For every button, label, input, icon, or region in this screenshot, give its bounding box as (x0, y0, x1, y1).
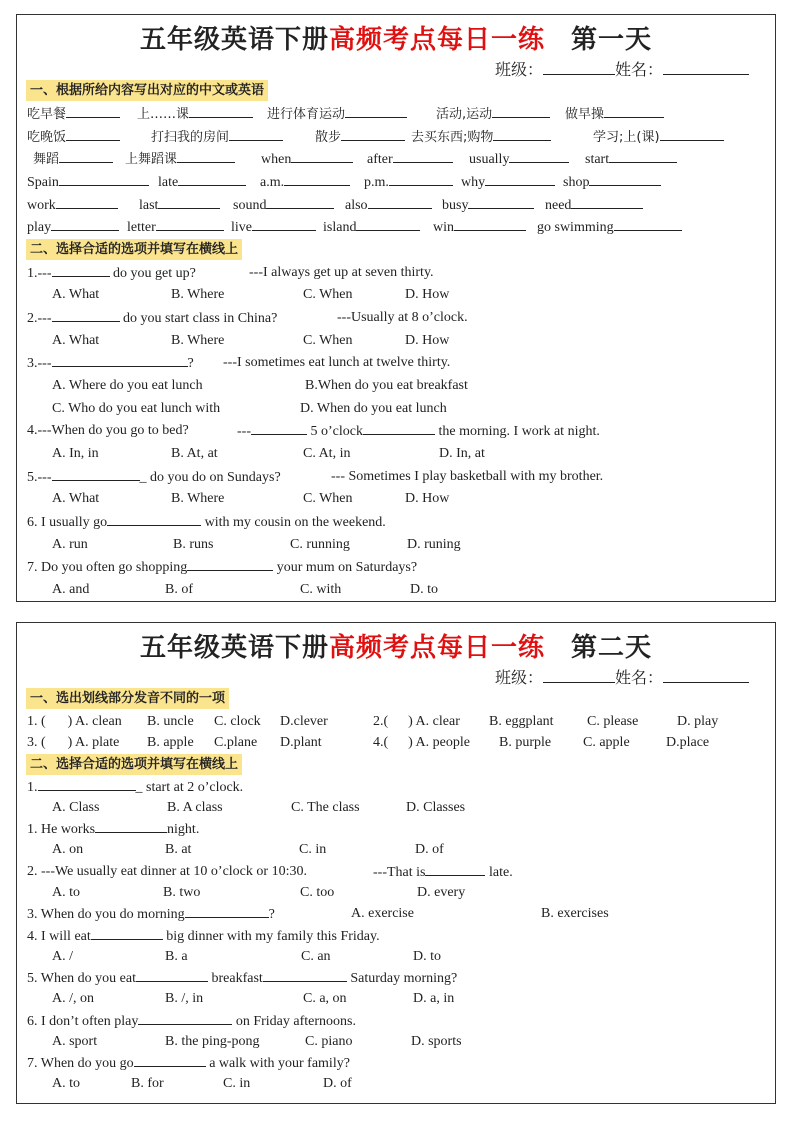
options-row (27, 398, 769, 419)
options-row (27, 797, 769, 818)
answer-blank[interactable] (177, 148, 235, 163)
class-name-line (495, 665, 749, 688)
option: C.plane (214, 735, 258, 750)
options-row (27, 988, 769, 1009)
question-text: 1. He works night. (27, 818, 199, 840)
class-blank[interactable] (543, 668, 615, 683)
vocab-item: 吃早餐 (27, 103, 120, 125)
answer-blank[interactable] (95, 818, 167, 833)
answer-blank[interactable] (178, 171, 246, 186)
vocab-item: start (585, 148, 677, 170)
title-highlight: 高频考点每日一练 (328, 633, 545, 663)
vocab-item: last (139, 194, 220, 216)
answer-blank[interactable] (468, 194, 534, 209)
option: B. uncle (147, 714, 194, 729)
option[interactable]: B. for (131, 1076, 164, 1091)
phonics-item: 1. ( ) A. clean (27, 714, 122, 729)
vocab-item: p.m. (364, 171, 453, 193)
option[interactable]: C. When (303, 333, 353, 348)
option[interactable]: B. of (165, 582, 193, 597)
vocab-row (27, 216, 769, 237)
option[interactable]: D. runing (407, 537, 461, 552)
answer-blank[interactable] (38, 776, 136, 791)
answer-blank[interactable] (571, 194, 643, 209)
worksheet-day-1 (16, 14, 776, 602)
question (27, 1010, 769, 1031)
phonics-item: 4.( ) A. people (373, 735, 470, 750)
option[interactable]: B. at (165, 842, 192, 857)
answer-blank[interactable] (492, 103, 550, 118)
answer-blank[interactable] (263, 967, 347, 982)
vocab-item: go swimming (537, 216, 682, 238)
section-heading: 二、选择合适的选项并填写在横线上 (26, 754, 242, 775)
answer-blank[interactable] (609, 148, 677, 163)
option[interactable]: C. When (303, 491, 353, 506)
option[interactable]: C. in (223, 1076, 251, 1091)
class-name-line (495, 57, 749, 80)
vocab-item: also (345, 194, 432, 216)
option[interactable]: A. What (52, 333, 100, 348)
answer-text: --- Sometimes I play basketball with my brother. (331, 469, 604, 484)
options-row (27, 375, 769, 396)
vocab-item: 打扫我的房间 (151, 126, 283, 148)
question (27, 903, 769, 924)
option[interactable]: D. of (415, 842, 444, 857)
answer-blank[interactable] (52, 466, 140, 481)
option[interactable]: B. Where (171, 333, 225, 348)
vocab-row (27, 171, 769, 192)
vocab-item: 上舞蹈课 (125, 148, 235, 170)
option: C. please (587, 714, 639, 729)
title-grade: 五年级英语下册 (139, 633, 329, 663)
option: D.plant (280, 735, 322, 750)
option[interactable]: D. How (405, 333, 450, 348)
answer-blank[interactable] (252, 216, 316, 231)
option[interactable]: D. When do you eat lunch (300, 401, 447, 416)
vocab-item: 上……课 (137, 103, 253, 125)
option[interactable]: D. In, at (439, 446, 485, 461)
answer-blank[interactable] (345, 103, 407, 118)
option[interactable]: C. Who do you eat lunch with (52, 401, 221, 416)
options-row (27, 488, 769, 509)
option[interactable]: C. an (301, 949, 331, 964)
answer-blank[interactable] (156, 216, 224, 231)
answer-blank[interactable] (363, 420, 435, 435)
option[interactable]: A. and (52, 582, 90, 597)
name-label: 姓名： (615, 668, 664, 687)
question (27, 511, 769, 532)
option[interactable]: A. In, in (52, 446, 99, 461)
option[interactable]: D. How (405, 491, 450, 506)
vocab-item: work (27, 194, 118, 216)
answer-blank[interactable] (485, 171, 555, 186)
question-text: 1. _ start at 2 o’clock. (27, 776, 243, 798)
name-label: 姓名： (615, 60, 664, 79)
question (27, 352, 769, 373)
answer-blank[interactable] (509, 148, 569, 163)
vocab-item: live (231, 216, 316, 238)
options-row (27, 1073, 769, 1094)
answer-blank[interactable] (493, 126, 551, 141)
answer-blank[interactable] (189, 103, 253, 118)
answer-blank[interactable] (425, 861, 485, 876)
question-text: 3. When do you do morning ? (27, 903, 275, 925)
question (27, 818, 769, 839)
answer-blank[interactable] (454, 216, 526, 231)
question-text: 3.--- ? (27, 352, 194, 374)
option[interactable]: A. on (52, 842, 84, 857)
option[interactable]: A. /, on (52, 991, 94, 1006)
question (27, 967, 769, 988)
question-text: 7. Do you often go shopping your mum on Saturdays? (27, 556, 417, 578)
option[interactable]: A. to (52, 1076, 80, 1091)
option: D. play (677, 714, 719, 729)
name-blank[interactable] (663, 668, 749, 683)
answer-blank[interactable] (393, 148, 453, 163)
option[interactable]: A. What (52, 287, 100, 302)
option[interactable]: A. What (52, 491, 100, 506)
vocab-item: after (367, 148, 453, 170)
phonics-item: 2.( ) A. clear (373, 714, 460, 729)
answer-blank[interactable] (185, 903, 269, 918)
vocab-item: 舞蹈 (33, 148, 113, 170)
answer-blank[interactable] (136, 967, 208, 982)
vocab-item: a.m. (260, 171, 350, 193)
question-text: 7. When do you go a walk with your family? (27, 1052, 350, 1074)
answer-blank[interactable] (52, 262, 110, 277)
answer-blank[interactable] (291, 148, 353, 163)
title-highlight: 高频考点每日一练 (328, 25, 545, 55)
answer-blank[interactable] (138, 1010, 232, 1025)
options-row (27, 330, 769, 351)
answer-blank[interactable] (52, 352, 188, 367)
option[interactable]: A. to (52, 885, 80, 900)
answer-blank[interactable] (589, 171, 661, 186)
vocab-item: island (323, 216, 420, 238)
answer-blank[interactable] (66, 126, 120, 141)
name-blank[interactable] (663, 60, 749, 75)
vocab-item: 活动,运动 (436, 103, 550, 125)
vocab-item: why (461, 171, 555, 193)
option[interactable]: B. two (163, 885, 201, 900)
answer-blank[interactable] (52, 307, 120, 322)
answer-blank[interactable] (187, 556, 273, 571)
question (27, 466, 769, 487)
option[interactable]: B. the ping-pong (165, 1034, 260, 1049)
worksheet-day-2 (16, 622, 776, 1104)
answer-text: ---I sometimes eat lunch at twelve thirty. (223, 355, 451, 370)
question (27, 420, 769, 441)
vocab-item: play (27, 216, 119, 238)
option[interactable]: C. When (303, 287, 353, 302)
option[interactable]: A. Where do you eat lunch (52, 378, 203, 393)
option[interactable]: A. exercise (351, 906, 414, 921)
option[interactable]: D. sports (411, 1034, 462, 1049)
vocab-row (27, 126, 769, 147)
option[interactable]: D. How (405, 287, 450, 302)
answer-text: ---Usually at 8 o’clock. (337, 310, 468, 325)
option[interactable]: A. / (52, 949, 73, 964)
options-row (27, 534, 769, 555)
answer-blank[interactable] (56, 194, 118, 209)
vocab-item: 进行体育运动 (267, 103, 407, 125)
vocab-item: 吃晚饭 (27, 126, 120, 148)
answer-blank[interactable] (284, 171, 350, 186)
vocab-row (27, 194, 769, 215)
vocab-item: need (545, 194, 643, 216)
vocab-item: sound (233, 194, 334, 216)
option[interactable]: C. piano (305, 1034, 353, 1049)
option[interactable]: D. every (417, 885, 466, 900)
vocab-item: Spain (27, 171, 149, 193)
option[interactable]: D. to (413, 949, 441, 964)
options-row (27, 1031, 769, 1052)
answer-blank[interactable] (229, 126, 283, 141)
option[interactable]: A. Class (52, 800, 100, 815)
section-heading: 一、根据所给内容写出对应的中文或英语 (26, 80, 268, 101)
option[interactable]: D. Classes (406, 800, 466, 815)
options-row (27, 882, 769, 903)
option[interactable]: B. At, at (171, 446, 218, 461)
option[interactable]: B.When do you eat breakfast (305, 378, 468, 393)
phonics-row (27, 711, 769, 732)
answer-blank[interactable] (107, 511, 201, 526)
title-day: 第二天 (571, 633, 653, 663)
class-label: 班级： (495, 668, 544, 687)
class-blank[interactable] (543, 60, 615, 75)
phonics-item: 3. ( ) A. plate (27, 735, 120, 750)
vocab-item: busy (442, 194, 534, 216)
answer-blank[interactable] (251, 420, 307, 435)
title-day: 第一天 (571, 25, 653, 55)
answer-blank[interactable] (158, 194, 220, 209)
worksheet-title (17, 19, 775, 56)
answer-blank[interactable] (134, 1052, 206, 1067)
vocab-item: when (261, 148, 353, 170)
options-row (27, 579, 769, 600)
question-text: 4.---When do you go to bed? (27, 423, 189, 438)
option[interactable]: D. a, in (413, 991, 455, 1006)
option: D.place (666, 735, 710, 750)
option[interactable]: A. sport (52, 1034, 98, 1049)
vocab-row (27, 103, 769, 124)
option: B. purple (499, 735, 552, 750)
vocab-row (27, 148, 769, 169)
option[interactable]: B. runs (173, 537, 214, 552)
vocab-item: win (433, 216, 526, 238)
question-text: 4. I will eat big dinner with my family this Friday. (27, 925, 380, 947)
answer-blank[interactable] (91, 925, 163, 940)
option: D.clever (280, 714, 328, 729)
question-text: 5.--- _ do you do on Sundays? (27, 466, 281, 488)
question (27, 861, 769, 882)
answer-blank[interactable] (389, 171, 453, 186)
option[interactable]: C. too (300, 885, 335, 900)
question-text: 1.--- do you get up? (27, 262, 196, 284)
section-heading: 二、选择合适的选项并填写在横线上 (26, 239, 242, 260)
option[interactable]: C. in (299, 842, 327, 857)
option[interactable]: C. running (290, 537, 350, 552)
answer-blank[interactable] (660, 126, 724, 141)
question-text: 6. I usually go with my cousin on the weekend. (27, 511, 386, 533)
answer-blank[interactable] (356, 216, 420, 231)
answer-blank[interactable] (604, 103, 664, 118)
question (27, 1052, 769, 1073)
phonics-row (27, 732, 769, 753)
question-text: 5. When do you eat breakfast Saturday morning? (27, 967, 457, 989)
option[interactable]: D. to (410, 582, 438, 597)
option[interactable]: B. exercises (541, 906, 609, 921)
answer-blank[interactable] (51, 216, 119, 231)
option[interactable]: C. At, in (303, 446, 351, 461)
vocab-item: shop (563, 171, 661, 193)
option: C. clock (214, 714, 261, 729)
answer-blank[interactable] (66, 103, 120, 118)
option: B. eggplant (489, 714, 554, 729)
options-row (27, 946, 769, 967)
answer-blank[interactable] (266, 194, 334, 209)
options-row (27, 839, 769, 860)
option[interactable]: B. a (165, 949, 188, 964)
option[interactable]: B. Where (171, 287, 225, 302)
question (27, 776, 769, 797)
option: B. apple (147, 735, 194, 750)
vocab-item: 散步 (315, 126, 405, 148)
vocab-item: 学习;上(课) (593, 126, 724, 148)
option[interactable]: D. of (323, 1076, 352, 1091)
vocab-item: usually (469, 148, 569, 170)
vocab-item: letter (127, 216, 224, 238)
vocab-item: 做早操 (565, 103, 664, 125)
vocab-item: late (158, 171, 246, 193)
option[interactable]: C. with (300, 582, 342, 597)
answer-blank[interactable] (614, 216, 682, 231)
answer-blank[interactable] (368, 194, 432, 209)
class-label: 班级： (495, 60, 544, 79)
question-text: 2.--- do you start class in China? (27, 307, 277, 329)
options-row (27, 443, 769, 464)
question-text: 6. I don’t often play on Friday afternoons. (27, 1010, 356, 1032)
question (27, 307, 769, 328)
question (27, 556, 769, 577)
answer-text: ---I always get up at seven thirty. (249, 265, 434, 280)
section-heading: 一、选出划线部分发音不同的一项 (26, 688, 229, 709)
option[interactable]: B. /, in (165, 991, 204, 1006)
answer-text: ---That is late. (373, 861, 513, 883)
options-row (27, 284, 769, 305)
question-text: 2. ---We usually eat dinner at 10 o’clock or 10:30. (27, 864, 307, 879)
question (27, 925, 769, 946)
option[interactable]: C. a, on (303, 991, 347, 1006)
answer-blank[interactable] (59, 148, 113, 163)
answer-text: --- 5 o’clock the morning. I work at night. (237, 420, 600, 442)
answer-blank[interactable] (59, 171, 149, 186)
worksheet-title (17, 627, 775, 664)
option: C. apple (583, 735, 630, 750)
option[interactable]: B. Where (171, 491, 225, 506)
option[interactable]: A. run (52, 537, 88, 552)
question (27, 262, 769, 283)
vocab-item: 去买东西;购物 (411, 126, 551, 148)
title-grade: 五年级英语下册 (139, 25, 329, 55)
option[interactable]: B. A class (167, 800, 223, 815)
answer-blank[interactable] (341, 126, 405, 141)
option[interactable]: C. The class (291, 800, 360, 815)
